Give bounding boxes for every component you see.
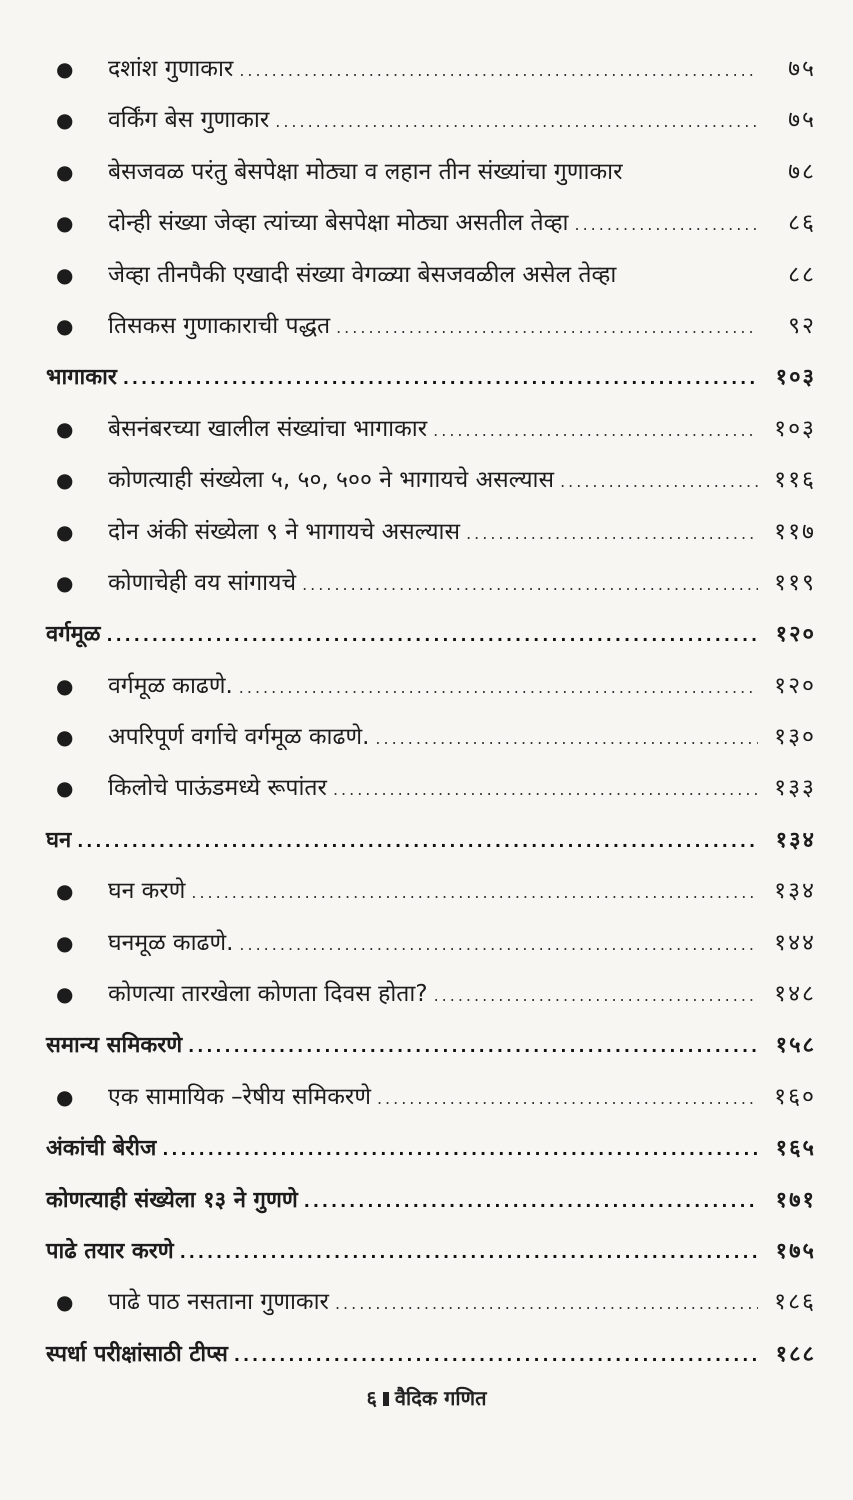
- toc-entry-title: कोणत्याही संख्येला ५, ५०, ५०० ने भागायचे असल्यास: [108, 467, 555, 494]
- toc-entry-title: घनमूळ काढणे.: [108, 929, 234, 956]
- toc-section-row: [46, 44, 816, 95]
- toc-section-row: [46, 455, 816, 506]
- toc-page-number: १७१: [775, 1187, 816, 1213]
- dot-leader: [560, 456, 758, 507]
- dot-leader: [304, 1176, 758, 1227]
- dot-leader: [336, 302, 758, 353]
- toc-page-number: ८६: [788, 210, 816, 237]
- dot-leader: [302, 559, 758, 610]
- bullet-icon: ●: [56, 519, 74, 544]
- dot-leader: [335, 1278, 758, 1329]
- dot-leader: [466, 508, 758, 559]
- toc-entry-title: कोणत्या तारखेला कोणता दिवस होता?: [108, 981, 428, 1008]
- toc-page-number: १३४: [774, 878, 816, 905]
- dot-leader: [107, 610, 759, 661]
- bullet-icon: ●: [56, 1084, 74, 1109]
- toc-section-row: [46, 147, 816, 198]
- toc-entry-title: वर्किंग बेस गुणाकार: [108, 107, 270, 134]
- dot-leader: [123, 353, 758, 404]
- dot-leader: [377, 1073, 758, 1124]
- toc-entry-title: दोन्ही संख्या जेव्हा त्यांच्या बेसपेक्षा मोठ्या असतील तेव्हा: [108, 210, 569, 237]
- dot-leader: [180, 1227, 758, 1278]
- toc-page-number: १३०: [774, 724, 816, 751]
- toc-page-number: १८८: [775, 1341, 816, 1367]
- toc-page-number: १३३: [774, 775, 816, 802]
- toc-entry-title: वर्गमूळ काढणे.: [108, 672, 233, 699]
- toc-page-number: १६०: [774, 1083, 816, 1110]
- bullet-icon: ●: [56, 313, 74, 338]
- dot-leader: [375, 713, 758, 764]
- toc-page-number: ७५: [788, 107, 816, 134]
- toc-chapter-row: [46, 1123, 816, 1174]
- dot-leader: [239, 45, 758, 96]
- toc-entry-title: अपरिपूर्ण वर्गाचे वर्गमूळ काढणे.: [108, 724, 370, 751]
- toc-entry-title: समान्य समिकरणे: [46, 1033, 183, 1059]
- toc-entry-title: बेसनंबरच्या खालील संख्यांचा भागाकार: [108, 415, 428, 442]
- toc-section-row: [46, 558, 816, 609]
- toc-entry-title: भागाकार: [46, 365, 117, 391]
- toc-section-row: [46, 198, 816, 249]
- bullet-icon: ●: [56, 262, 74, 287]
- bullet-icon: ●: [56, 776, 74, 801]
- toc-page-number: १३४: [775, 827, 816, 853]
- toc-entry-title: दशांश गुणाकार: [108, 56, 234, 82]
- dot-leader: [333, 764, 758, 815]
- bullet-icon: ●: [56, 108, 74, 133]
- toc-entry-title: एक सामायिक –रेषीय समिकरणे: [108, 1083, 371, 1110]
- toc-section-row: [46, 507, 816, 558]
- bullet-icon: ●: [56, 673, 74, 698]
- page-footer: [0, 1384, 853, 1411]
- dot-leader: [433, 405, 758, 456]
- footer-book-title: वैदिक गणित: [394, 1386, 487, 1410]
- toc-chapter-row: [46, 609, 816, 660]
- bullet-icon: ●: [56, 570, 74, 595]
- toc-entry-title: अंकांची बेरीज: [46, 1136, 157, 1162]
- toc-entry-title: दोन अंकी संख्येला ९ ने भागायचे असल्यास: [108, 518, 461, 545]
- toc-chapter-row: [46, 1020, 816, 1071]
- toc-section-row: [46, 866, 816, 917]
- toc-chapter-row: [46, 815, 816, 866]
- dot-leader: [188, 1021, 758, 1072]
- toc-page-number: १४८: [774, 981, 816, 1008]
- bullet-icon: ●: [56, 725, 74, 750]
- toc-section-row: [46, 661, 816, 712]
- toc-chapter-row: [46, 352, 816, 403]
- toc-page-number: १४४: [774, 929, 816, 956]
- toc-section-row: [46, 250, 816, 301]
- toc-chapter-row: [46, 1329, 816, 1380]
- toc-section-row: [46, 404, 816, 455]
- dot-leader: [275, 96, 758, 147]
- toc-entry-title: कोणाचेही वय सांगायचे: [108, 569, 297, 596]
- toc-section-row: [46, 763, 816, 814]
- toc-page-number: ९२: [788, 312, 816, 339]
- dot-leader: [575, 199, 759, 250]
- footer-page-number: ६: [366, 1386, 377, 1410]
- dot-leader: [77, 816, 758, 867]
- toc-page-number: ११९: [774, 569, 816, 596]
- bullet-icon: ●: [56, 1290, 74, 1315]
- dot-leader: [191, 867, 758, 918]
- toc-entry-title: जेव्हा तीनपैकी एखादी संख्या वेगळ्या बेसजवळील असेल तेव्हा: [108, 261, 617, 288]
- dot-leader: [239, 919, 758, 970]
- toc-entry-title: पाढे पाठ नसताना गुणाकार: [108, 1289, 329, 1316]
- separator-mark: [383, 1392, 389, 1406]
- toc-page-number: १५८: [775, 1033, 816, 1059]
- toc-page-number: १०३: [774, 415, 816, 442]
- toc-page-number: ७५: [788, 56, 816, 82]
- toc-section-row: [46, 918, 816, 969]
- bullet-icon: ●: [56, 879, 74, 904]
- table-of-contents: [46, 44, 816, 1380]
- bullet-icon: ●: [56, 982, 74, 1007]
- toc-page-number: १६५: [775, 1136, 816, 1162]
- bullet-icon: ●: [56, 416, 74, 441]
- bullet-icon: ●: [56, 468, 74, 493]
- dot-leader: [239, 662, 758, 713]
- toc-page-number: १२०: [774, 672, 816, 699]
- toc-entry-title: बेसजवळ परंतु बेसपेक्षा मोठ्या व लहान तीन संख्यांचा गुणाकार: [108, 158, 623, 185]
- toc-page-number: ७८: [788, 158, 816, 185]
- bullet-icon: ●: [56, 930, 74, 955]
- toc-entry-title: कोणत्याही संख्येला १३ ने गुणणे: [46, 1187, 298, 1213]
- toc-chapter-row: [46, 1175, 816, 1226]
- dot-leader: [162, 1124, 758, 1175]
- toc-page-number: ११७: [774, 518, 816, 545]
- toc-page-number: १२०: [775, 622, 816, 648]
- dot-leader: [434, 970, 758, 1021]
- toc-section-row: [46, 1072, 816, 1123]
- toc-page-number: ८८: [788, 261, 816, 288]
- bullet-icon: ●: [56, 159, 74, 184]
- toc-section-row: [46, 95, 816, 146]
- toc-entry-title: पाढे तयार करणे: [46, 1238, 174, 1264]
- toc-section-row: [46, 969, 816, 1020]
- toc-entry-title: तिसकस गुणाकाराची पद्धत: [108, 312, 331, 339]
- toc-section-row: [46, 301, 816, 352]
- toc-entry-title: घन करणे: [108, 878, 186, 905]
- toc-chapter-row: [46, 1226, 816, 1277]
- dot-leader: [234, 1330, 758, 1381]
- toc-page-number: ११६: [774, 467, 816, 494]
- toc-page-number: १०३: [775, 365, 816, 391]
- toc-entry-title: घन: [46, 827, 72, 853]
- toc-entry-title: स्पर्धा परीक्षांसाठी टीप्स: [46, 1341, 228, 1367]
- bullet-icon: ●: [56, 211, 74, 236]
- bullet-icon: ●: [56, 57, 74, 81]
- toc-section-row: [46, 712, 816, 763]
- toc-entry-title: वर्गमूळ: [46, 622, 101, 648]
- toc-page-number: १८६: [774, 1289, 816, 1316]
- toc-page-number: १७५: [775, 1238, 816, 1264]
- toc-entry-title: किलोचे पाऊंडमध्ये रूपांतर: [108, 775, 327, 802]
- toc-section-row: [46, 1277, 816, 1328]
